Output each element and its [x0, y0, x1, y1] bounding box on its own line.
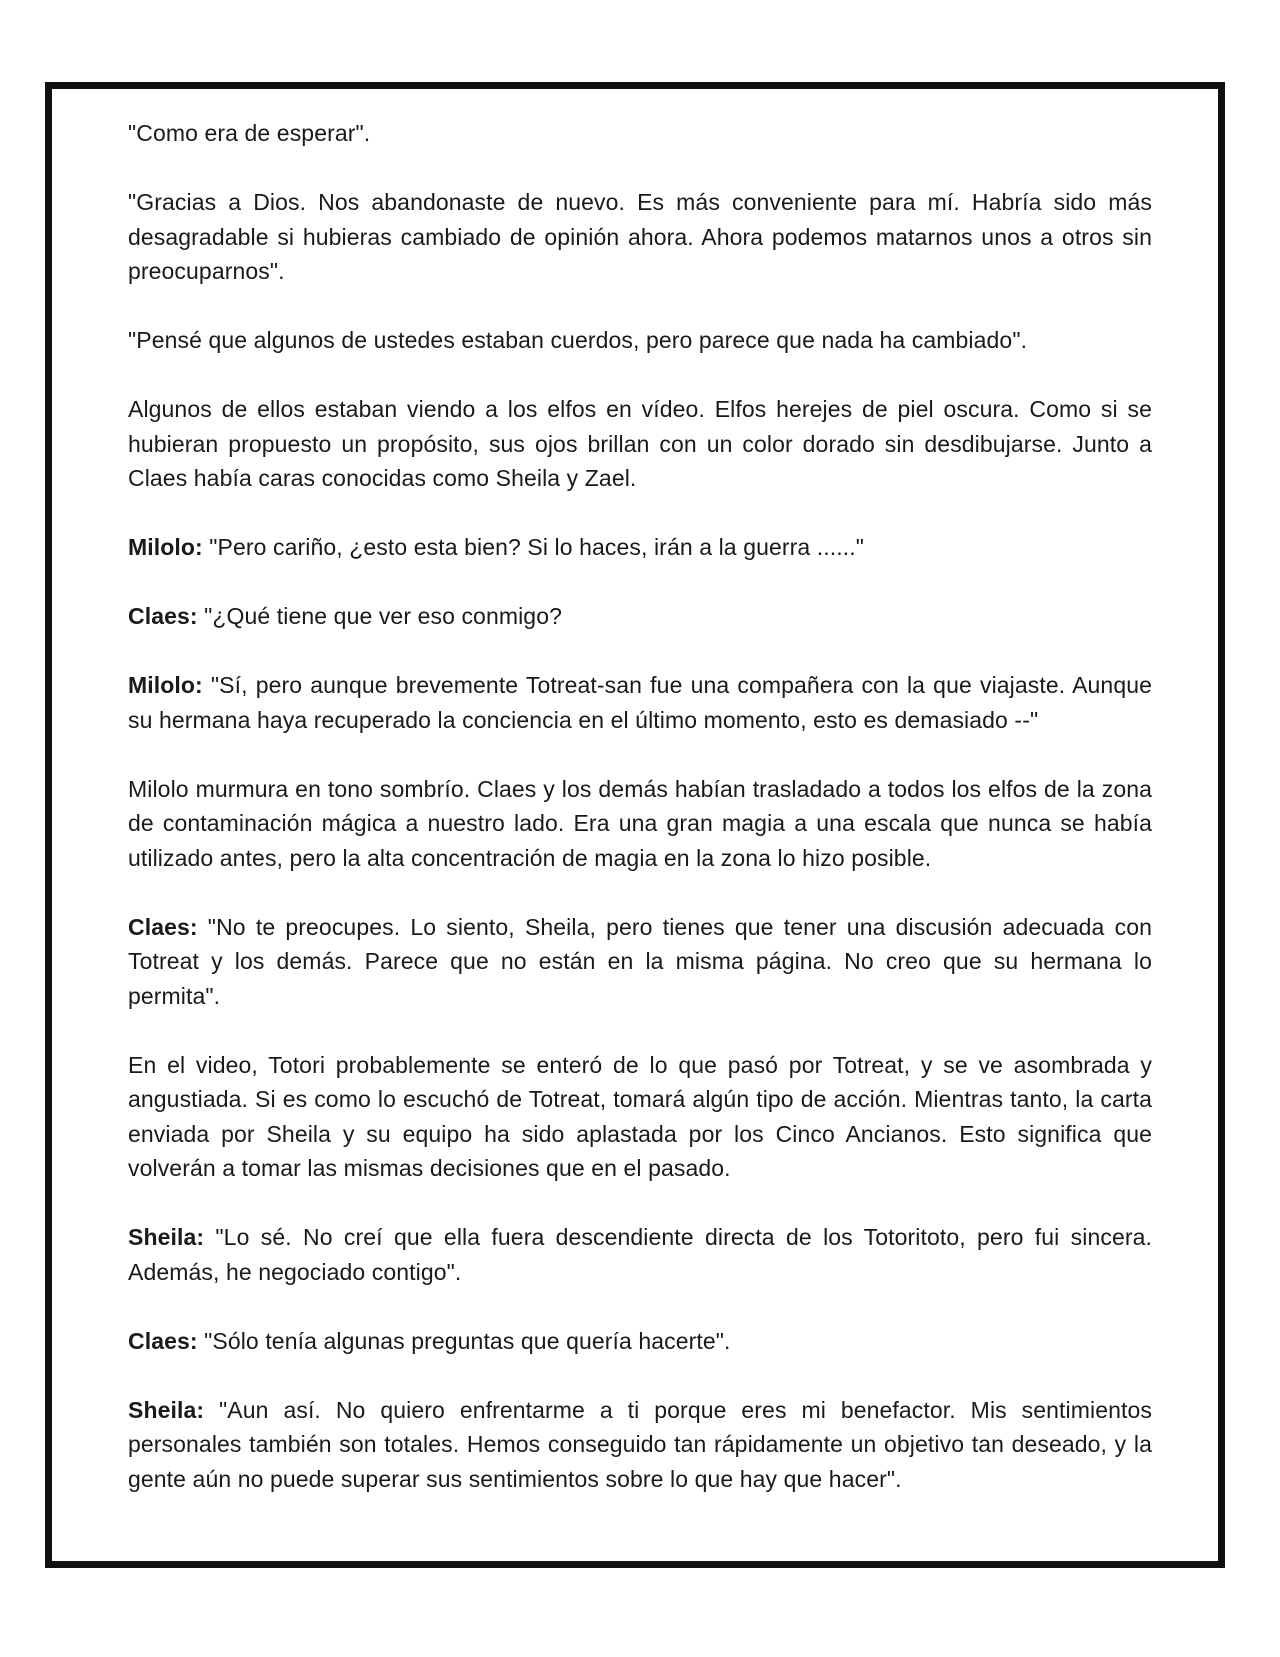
speaker-label: Claes: — [128, 603, 198, 629]
speaker-label: Milolo: — [128, 534, 203, 560]
dialogue-text: "¿Qué tiene que ver eso conmigo? — [197, 603, 562, 629]
paragraph-text: En el video, Totori probablemente se enteró de lo que pasó por Totreat, y se ve asombrada y angustiada. Si es como lo escuchó de Totreat, tomará algún tipo de acción. Mientras tanto, la carta enviada por Sheila y su equipo ha sido aplastada por los Cinco Ancianos. Esto significa que volverán a tomar las mismas decisiones que en el pasado. — [128, 1051, 1152, 1181]
dialogue-line — [128, 668, 1152, 737]
speaker-label: Sheila: — [128, 1396, 205, 1423]
paragraph-text: "Pensé que algunos de ustedes estaban cuerdos, pero parece que nada ha cambiado". — [128, 327, 1028, 353]
dialogue-text: "Lo sé. No creí que ella fuera descendiente directa de los Totoritoto, pero fui sincera. Además, he negociado contigo". — [128, 1224, 1152, 1285]
dialogue-text: "No te preocupes. Lo siento, Sheila, pero tienes que tener una discusión adecuada con Totreat y los demás. Parece que no están en la misma página. No creo que su hermana lo permita". — [128, 913, 1152, 1009]
paragraph — [128, 185, 1152, 289]
speaker-label: Claes: — [128, 1327, 198, 1354]
dialogue-line — [128, 530, 1152, 565]
paragraph — [128, 392, 1152, 496]
paragraph — [128, 772, 1152, 876]
paragraph-text: "Gracias a Dios. Nos abandonaste de nuevo. Es más conveniente para mí. Habría sido más desagradable si hubieras cambiado de opinión ahora. Ahora podemos matarnos unos a otros sin preocuparnos". — [128, 189, 1152, 284]
dialogue-line — [128, 599, 1152, 634]
speaker-label: Milolo: — [128, 672, 203, 698]
paragraph-text: "Como era de esperar". — [128, 120, 371, 146]
paragraph-text: Algunos de ellos estaban viendo a los elfos en vídeo. Elfos herejes de piel oscura. Como si se hubieran propuesto un propósito, sus ojos brillan con un color dorado sin desdibujarse. Junto a Claes había caras conocidas como Sheila y Zael. — [128, 396, 1152, 491]
paragraph — [128, 116, 1152, 151]
dialogue-text: "Sí, pero aunque brevemente Totreat-san fue una compañera con la que viajaste. Aunque su hermana haya recuperado la conciencia en el último momento, esto es demasiado --" — [128, 672, 1152, 733]
paragraph — [128, 1048, 1152, 1186]
paragraph-text: Milolo murmura en tono sombrío. Claes y los demás habían trasladado a todos los elfos de la zona de contaminación mágica a nuestro lado. Era una gran magia a una escala que nunca se había utilizado antes, pero la alta concentración de magia en la zona lo hizo posible. — [128, 775, 1152, 871]
speaker-label: Claes: — [128, 913, 198, 940]
dialogue-line — [128, 1393, 1152, 1497]
dialogue-text: "Sólo tenía algunas preguntas que quería hacerte". — [197, 1327, 731, 1354]
paragraph — [128, 323, 1152, 358]
dialogue-line — [128, 1220, 1152, 1289]
document-body — [128, 116, 1152, 1531]
dialogue-line — [128, 910, 1152, 1014]
dialogue-line — [128, 1324, 1152, 1359]
dialogue-text: "Pero cariño, ¿esto esta bien? Si lo haces, irán a la guerra ......" — [202, 534, 864, 560]
dialogue-text: "Aun así. No quiero enfrentarme a ti porque eres mi benefactor. Mis sentimientos personales también son totales. Hemos conseguido tan rápidamente un objetivo tan deseado, y la gente aún no puede superar sus sentimientos sobre lo que hay que hacer". — [128, 1396, 1152, 1492]
speaker-label: Sheila: — [128, 1224, 205, 1250]
